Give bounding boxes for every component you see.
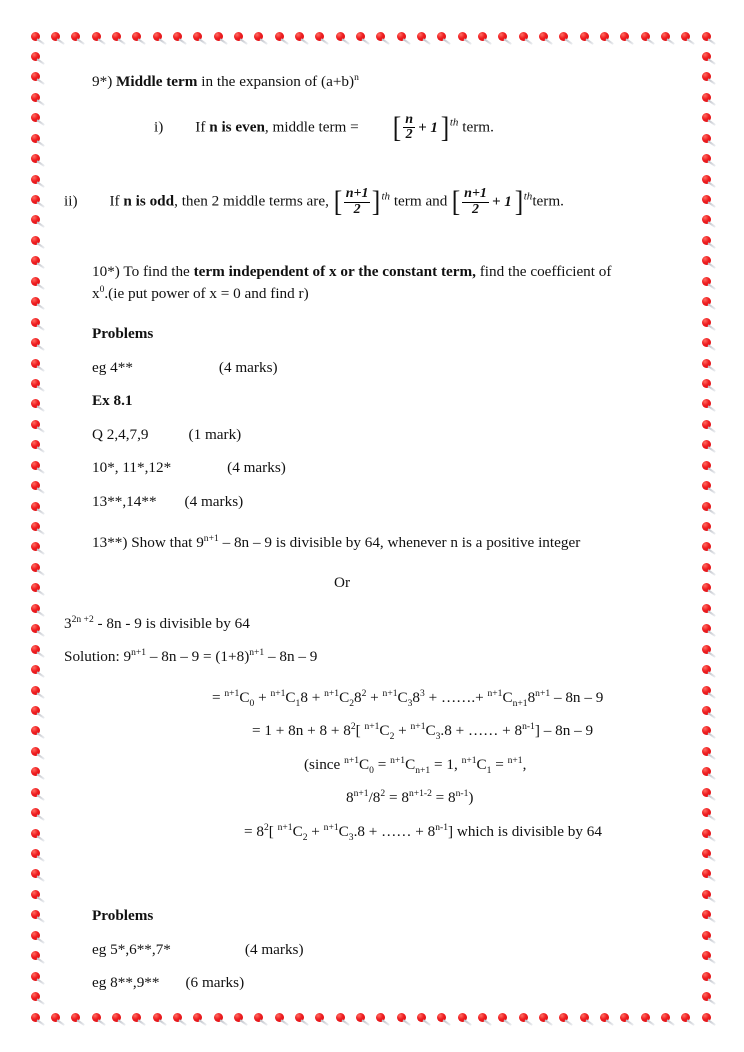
item-10-paragraph <box>64 261 612 304</box>
fraction-plus-one: + 1 <box>491 193 512 210</box>
fraction-denominator: 2 <box>344 202 371 218</box>
derivation-step-3 <box>64 755 680 776</box>
binom-subscript: 3 <box>348 831 354 843</box>
binom-c: C <box>339 688 350 706</box>
step-5-lead: = 8 <box>244 822 264 840</box>
binom-c: C <box>292 822 303 840</box>
item-9-sub-i <box>64 113 680 143</box>
bracket-close: ] <box>534 722 540 740</box>
ellipsis-exponent: n-1 <box>435 821 448 833</box>
problems-2-row-1 <box>64 973 680 994</box>
since-lead: (since <box>304 755 341 773</box>
bracket-th-superscript: th <box>449 116 459 129</box>
fraction-denominator: 2 <box>462 202 489 218</box>
item-9-exponent: n <box>354 71 359 83</box>
item-10-tail: .(ie put power of x = 0 and find r) <box>104 284 309 302</box>
binom-c: C <box>502 688 513 706</box>
binom-factor: 8 <box>353 688 362 706</box>
exercise-label: 13**,14** <box>92 493 157 510</box>
binom-c: C <box>397 688 408 706</box>
binom-factor-exponent: n+1 <box>535 687 551 699</box>
item-10-prefix: 10*) To find the <box>92 263 190 281</box>
problems-2-row-0 <box>64 940 680 961</box>
operator: + <box>370 688 379 706</box>
binom-presuperscript: n+1 <box>390 754 406 766</box>
operator: + <box>311 688 321 706</box>
binom-factor: 8 <box>527 688 536 706</box>
item-10-bold-label: term independent of x or the constant term, <box>193 263 476 281</box>
fraction-n-plus-1-over-2 <box>343 187 372 217</box>
fraction-numerator: n <box>405 111 414 127</box>
binom-factor-exponent: 3 <box>420 687 425 699</box>
step-2-tail: – 8n – 9 <box>539 722 594 740</box>
ellipsis-operator: + …… + 8 <box>455 722 523 740</box>
binom-c: C <box>285 688 296 706</box>
binom-subscript: 0 <box>369 764 374 776</box>
exercise-marks: (4 marks) <box>184 493 244 510</box>
bracket-right: ] <box>372 185 381 219</box>
binom-subscript: 2 <box>302 831 308 843</box>
operator: + <box>311 822 320 840</box>
alt-base: 3 <box>64 614 72 632</box>
binom-factor: .8 <box>440 722 452 740</box>
operator: + <box>258 688 267 706</box>
alternative-statement <box>64 614 680 635</box>
exercise-row-0 <box>64 425 680 446</box>
equals-sign: = <box>495 755 504 773</box>
binom-c: C <box>239 688 250 706</box>
sub-ii-bold: n is odd <box>123 192 175 210</box>
result-exponent-2: n-1 <box>455 788 469 800</box>
binom-subscript: 3 <box>407 697 413 709</box>
bracket-th-superscript: th <box>381 190 391 203</box>
binom-presuperscript: n+1 <box>270 687 286 699</box>
exercise-label: 10*, 11*,12* <box>92 459 172 477</box>
bracket-left: [ <box>451 185 461 219</box>
binom-factor: 8 <box>300 688 308 706</box>
binom-subscript: 2 <box>349 697 354 709</box>
sub-i-pre: If <box>195 118 206 136</box>
bracket-open: [ <box>268 822 274 840</box>
item-9-sub-ii <box>64 187 680 217</box>
step-5-lead-exponent: 2 <box>263 821 269 833</box>
bracket-open: [ <box>355 722 361 740</box>
sub-i-bold: n is even <box>209 118 265 136</box>
sub-i-bracket-fraction <box>392 113 458 143</box>
derivation-step-5 <box>64 822 680 843</box>
bracket-left: [ <box>393 111 402 144</box>
power-base: 8 <box>346 789 354 807</box>
item-9-heading <box>64 72 680 93</box>
worked-problem-exponent: n+1 <box>203 532 219 544</box>
binom-c: C <box>476 755 487 773</box>
binom-subscript: 1 <box>295 697 301 709</box>
equals-sign: = <box>212 688 221 706</box>
binom-c: C <box>379 722 390 740</box>
exercise-label: Q 2,4,7,9 <box>92 425 149 443</box>
sub-ii-middle-text: term and <box>393 192 448 210</box>
binom-subscript: 1 <box>486 764 492 776</box>
sub-ii-bracket-fraction-1 <box>333 187 390 217</box>
exercise-marks: (4 marks) <box>227 459 286 477</box>
step-1-tail: – 8n – 9 <box>550 688 604 706</box>
binom-c: C <box>359 755 370 773</box>
binom-c: C <box>338 822 349 840</box>
derivation-step-4 <box>64 788 680 809</box>
solution-label: Solution: 9 <box>64 648 132 666</box>
fraction-n-plus-1-over-2 <box>461 187 490 217</box>
binom-presuperscript: n+1 <box>382 687 398 699</box>
worked-problem-rest: – 8n – 9 is divisible by 64, whenever n is a positive integer <box>218 533 581 551</box>
sub-i-label: i) <box>154 118 164 136</box>
binom-c: C <box>425 722 436 740</box>
solution-exponent-1: n+1 <box>131 647 147 658</box>
fraction-plus-one: + 1 <box>418 119 438 136</box>
equals-sign: = <box>377 755 387 773</box>
equals-result-1: = 8 <box>388 789 409 807</box>
ellipsis-operator: + …… + 8 <box>368 822 436 840</box>
divisor-exponent: 2 <box>380 788 386 800</box>
binom-presuperscript: n+1 <box>324 687 340 699</box>
item-10-exponent: 0 <box>99 283 105 295</box>
binom-presuperscript: n+1 <box>277 821 293 833</box>
sub-i-term-word: term. <box>462 118 494 136</box>
problems-heading-2: Problems <box>92 907 154 925</box>
binom-factor: .8 <box>353 822 365 840</box>
step-5-tail: which is divisible by 64 <box>453 822 602 840</box>
binom-subscript: 3 <box>435 731 441 743</box>
bracket-left: [ <box>333 185 342 219</box>
problem-label: eg 4** <box>92 358 133 376</box>
bracket-right: ] <box>440 111 450 144</box>
solution-exponent-2: n+1 <box>249 647 265 658</box>
solution-line <box>64 647 680 668</box>
step-2-lead: = 1 + 8n + 8 + 8 <box>252 722 351 740</box>
exercise-row-1 <box>64 458 680 479</box>
worked-problem-prefix: 13**) Show that 9 <box>92 533 204 551</box>
problem-label: eg 5*,6**,7* <box>92 940 171 958</box>
item-9-prefix: 9*) <box>92 73 113 90</box>
alt-exponent: 2n +2 <box>71 613 94 625</box>
fraction-denominator: 2 <box>403 127 415 143</box>
equals-one: = 1, <box>434 755 458 773</box>
bracket-right: ] <box>514 185 523 219</box>
step-2-lead-exponent: 2 <box>350 721 356 733</box>
problems-heading-1: Problems <box>92 325 154 343</box>
problem-marks: (4 marks) <box>244 940 304 958</box>
bracket-close: ] <box>448 822 454 840</box>
item-10-rest: find the coefficient of x <box>92 263 612 302</box>
item-9-rest: in the expansion of (a+b) <box>201 73 355 90</box>
problems-1-row-0 <box>64 358 680 379</box>
binom-subscript: 2 <box>389 731 395 743</box>
sub-ii-term-word: term. <box>532 192 564 210</box>
binom-presuperscript: n+1 <box>487 687 503 699</box>
exercise-marks: (1 mark) <box>188 425 242 443</box>
derivation-step-1 <box>64 688 680 709</box>
binom-presuperscript: n+1 <box>323 821 339 833</box>
sub-ii-post: , then 2 middle terms are, <box>174 192 329 210</box>
binom-factor: 8 <box>412 688 421 706</box>
fraction-n-over-2 <box>402 113 416 143</box>
problem-label: eg 8**,9** <box>92 974 160 992</box>
alt-rest: - 8n - 9 is divisible by 64 <box>97 614 250 632</box>
item-9-bold-label: Middle term <box>116 73 198 90</box>
exercise-heading: Ex 8.1 <box>92 392 133 410</box>
binom-presuperscript: n+1 <box>224 687 240 699</box>
fraction-numerator: n+1 <box>345 185 369 201</box>
equals-result-2: = 8 <box>435 789 456 807</box>
or-separator: Or <box>333 574 351 592</box>
problem-marks: (4 marks) <box>218 358 278 376</box>
sub-ii-pre: If <box>109 192 120 210</box>
problem-marks: (6 marks) <box>185 974 245 992</box>
binom-presuperscript: n+1 <box>344 754 360 766</box>
sub-i-post: , middle term = <box>264 118 359 136</box>
sub-ii-bracket-fraction-2 <box>451 187 532 217</box>
binom-factor-exponent: 2 <box>361 687 367 699</box>
solution-tail: – 8n – 9 <box>264 648 318 666</box>
division: /8 <box>368 789 381 807</box>
binom-subscript: n+1 <box>512 697 528 709</box>
trailing-comma: , <box>522 755 527 773</box>
fraction-numerator: n+1 <box>464 185 487 201</box>
binom-presuperscript: n+1 <box>410 721 426 733</box>
power-exponent: n+1 <box>353 788 369 800</box>
binom-subscript: n+1 <box>415 764 431 776</box>
bracket-th-superscript: th <box>523 190 533 203</box>
exercise-row-2 <box>64 492 680 513</box>
binom-subscript: 0 <box>249 697 255 709</box>
binom-presuperscript: n+1 <box>461 754 477 766</box>
worked-problem-statement <box>64 533 680 554</box>
binom-c: C <box>405 755 416 773</box>
sub-ii-label: ii) <box>64 192 78 210</box>
binom-presuperscript: n+1 <box>364 721 380 733</box>
operator: + <box>398 722 407 740</box>
paren-close: ) <box>468 789 474 807</box>
ellipsis-exponent: n-1 <box>522 721 535 733</box>
solution-middle: – 8n – 9 = (1+8) <box>146 648 250 666</box>
result-presuperscript: n+1 <box>507 754 523 766</box>
ellipsis-operator: + …….+ <box>428 688 484 706</box>
result-exponent-1: n+1-2 <box>408 788 432 800</box>
derivation-step-2 <box>64 721 680 742</box>
